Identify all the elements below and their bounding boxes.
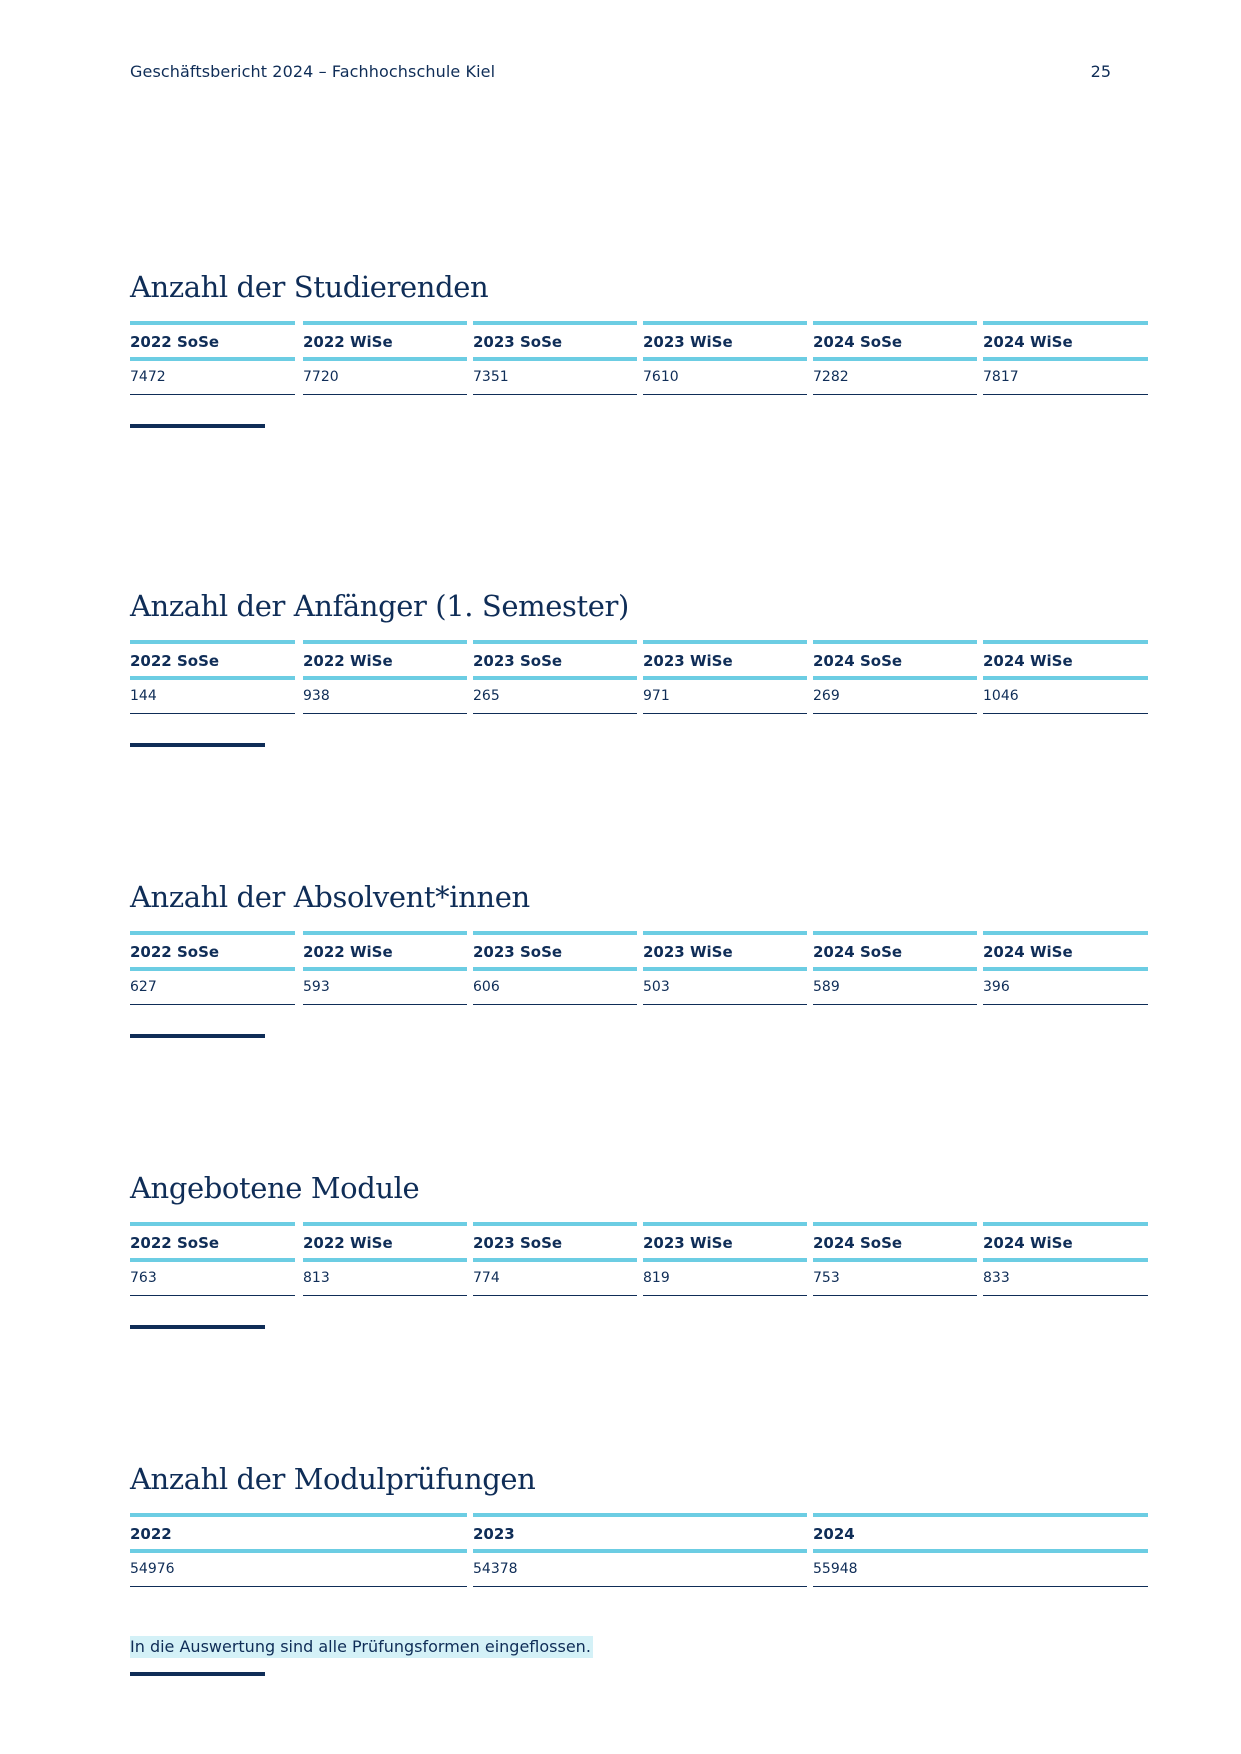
data-table <box>130 931 1154 1006</box>
section-title: Anzahl der Anfänger (1. Semester) <box>130 589 629 623</box>
data-table <box>130 640 1154 715</box>
table-column <box>983 640 1148 715</box>
cell-value: 627 <box>130 979 157 995</box>
cell-value: 54378 <box>473 1561 518 1577</box>
cell-value: 503 <box>643 979 670 995</box>
cell-value: 813 <box>303 1270 330 1286</box>
cell-value: 55948 <box>813 1561 858 1577</box>
column-header: 2022 SoSe <box>130 333 220 351</box>
table-column <box>813 931 977 1006</box>
table-column <box>983 321 1148 396</box>
cell-value: 265 <box>473 688 500 704</box>
cell-value: 819 <box>643 1270 670 1286</box>
table-column <box>643 321 807 396</box>
table-column <box>473 1222 637 1297</box>
table-column <box>130 1222 295 1297</box>
table-column <box>130 640 295 715</box>
cell-value: 593 <box>303 979 330 995</box>
cell-value: 7817 <box>983 369 1019 385</box>
column-header: 2024 SoSe <box>813 333 903 351</box>
data-table <box>130 321 1154 396</box>
column-header: 2024 SoSe <box>813 943 903 961</box>
column-header: 2022 SoSe <box>130 943 220 961</box>
table-column <box>813 640 977 715</box>
cell-value: 396 <box>983 979 1010 995</box>
cell-value: 606 <box>473 979 500 995</box>
column-header: 2024 WiSe <box>983 333 1073 351</box>
section-absolventen <box>130 877 1154 1006</box>
report-title: Geschäftsbericht 2024 – Fachhochschule Kiel <box>130 62 496 81</box>
column-header: 2023 WiSe <box>643 652 733 670</box>
column-header: 2024 WiSe <box>983 652 1073 670</box>
section-end-bar <box>130 1034 265 1038</box>
column-header: 2022 WiSe <box>303 1234 393 1252</box>
column-header: 2024 SoSe <box>813 652 903 670</box>
column-header: 2022 WiSe <box>303 652 393 670</box>
section-title: Angebotene Module <box>130 1171 420 1205</box>
column-header: 2024 WiSe <box>983 943 1073 961</box>
column-header: 2023 SoSe <box>473 652 563 670</box>
cell-value: 774 <box>473 1270 500 1286</box>
section-modulpruefungen <box>130 1459 1154 1656</box>
table-column <box>130 1513 467 1588</box>
column-header: 2023 WiSe <box>643 333 733 351</box>
cell-value: 7610 <box>643 369 679 385</box>
cell-value: 144 <box>130 688 157 704</box>
table-column <box>303 1222 467 1297</box>
section-end-bar <box>130 1672 265 1676</box>
cell-value: 54976 <box>130 1561 175 1577</box>
column-header: 2024 WiSe <box>983 1234 1073 1252</box>
cell-value: 833 <box>983 1270 1010 1286</box>
table-column <box>983 1222 1148 1297</box>
cell-value: 7282 <box>813 369 849 385</box>
table-column <box>473 321 637 396</box>
table-column <box>643 1222 807 1297</box>
section-title: Anzahl der Studierenden <box>130 270 489 304</box>
column-header: 2023 <box>473 1525 515 1543</box>
column-header: 2022 WiSe <box>303 943 393 961</box>
table-column <box>130 931 295 1006</box>
footnote: In die Auswertung sind alle Prüfungsformen eingeflossen. <box>130 1637 591 1656</box>
cell-value: 1046 <box>983 688 1019 704</box>
section-end-bar <box>130 424 265 428</box>
column-header: 2022 SoSe <box>130 1234 220 1252</box>
column-header: 2023 SoSe <box>473 1234 563 1252</box>
table-column <box>303 321 467 396</box>
data-table <box>130 1222 1154 1297</box>
table-column <box>473 640 637 715</box>
table-column <box>473 931 637 1006</box>
table-column <box>643 640 807 715</box>
cell-value: 269 <box>813 688 840 704</box>
table-column <box>130 321 295 396</box>
section-anfaenger <box>130 586 1154 715</box>
section-title: Anzahl der Modulprüfungen <box>130 1462 536 1496</box>
cell-value: 763 <box>130 1270 157 1286</box>
page-header <box>130 62 1111 84</box>
column-header: 2022 <box>130 1525 172 1543</box>
column-header: 2024 <box>813 1525 855 1543</box>
cell-value: 7472 <box>130 369 166 385</box>
column-header: 2023 WiSe <box>643 943 733 961</box>
column-header: 2023 WiSe <box>643 1234 733 1252</box>
cell-value: 971 <box>643 688 670 704</box>
cell-value: 7720 <box>303 369 339 385</box>
table-column <box>813 321 977 396</box>
section-end-bar <box>130 743 265 747</box>
cell-value: 938 <box>303 688 330 704</box>
column-header: 2023 SoSe <box>473 943 563 961</box>
section-end-bar <box>130 1325 265 1329</box>
cell-value: 589 <box>813 979 840 995</box>
section-module <box>130 1168 1154 1297</box>
table-column <box>813 1513 1148 1588</box>
column-header: 2023 SoSe <box>473 333 563 351</box>
cell-value: 7351 <box>473 369 509 385</box>
column-header: 2024 SoSe <box>813 1234 903 1252</box>
cell-value: 753 <box>813 1270 840 1286</box>
section-title: Anzahl der Absolvent*innen <box>130 880 530 914</box>
table-column <box>303 640 467 715</box>
table-column <box>643 931 807 1006</box>
table-column <box>303 931 467 1006</box>
page-number: 25 <box>1090 62 1111 81</box>
table-column <box>473 1513 807 1588</box>
table-column <box>983 931 1148 1006</box>
column-header: 2022 WiSe <box>303 333 393 351</box>
data-table <box>130 1513 1154 1588</box>
table-column <box>813 1222 977 1297</box>
section-studierende <box>130 267 1154 396</box>
column-header: 2022 SoSe <box>130 652 220 670</box>
